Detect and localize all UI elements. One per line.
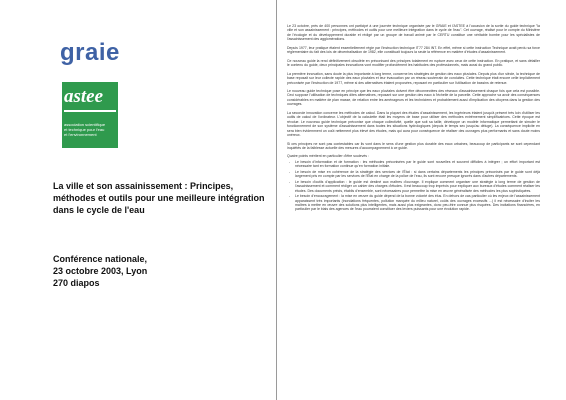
bullet-list: [287, 160, 540, 212]
astee-logo-wordmark: astee: [64, 86, 104, 107]
astee-logo-bar: [64, 110, 116, 112]
conference-line: Conférence nationale,: [53, 254, 148, 264]
list-item: - Le besoin d'outils d'application : le guide est destiné aux maîtres d'ouvrage. Il explique comment organiser une stratégie à long terme de gestion de l'assainissement et comment rédiger un cahier des charges d'études. Il est beaucoup trop imprécis pour expliquer aux bureaux d'études comment réaliser les études. Des documents précis, établis d'ensemble, sont nécessaires pour permettre la mise en œuvre généralisée des méthodes les plus sophistiquées.: [295, 180, 540, 193]
paragraph: Depuis 1977, leur pratique étaient essentiellement régie par l'instruction technique IT77 284 INT. En effet, même si cette instruction Technique avait perdu sa force réglementaire du fait des lois de décentralisation de 1982, elle constituait toujours la seule la référence en matière d'études d'assainissement.: [287, 45, 540, 55]
astee-logo: [62, 82, 118, 148]
paragraph: Le 23 octobre, près de 400 personnes ont participé à une journée technique organisée par le GRAIE et l'ASTEE à l'occasion de la sortie du guide technique "la ville et son assainissement : principes, méthodes et outils pour une meilleure intégration dans le cycle de l'eau". Cet ouvrage, réalisé pour le compte du Ministère de l'écologie et du développement durable et rédigé par un groupe de travail animé par le CERTU constitue une véritable bombe pour les spécialistes de l'assainissement des agglomérations.: [287, 24, 540, 42]
paragraph: La première innovation, sans doute la plus importante à long terme, concerne les stratégies de gestion des eaux pluviales. Depuis plus d'un siècle, la technique de base reposait sur leur collecte rapide des eaux pluviales et leur évacuation par un réseau souterrain de conduites. Cette technique était encore celle implicitement préconisée par l'instruction de 1977, même si des alternatives étaient proposées, reposant en particulier sur l'utilisation de bassins de retenue.: [287, 71, 540, 85]
astee-logo-tagline: association scientifique et technique pour l'eau et l'environnement: [64, 122, 106, 137]
page-divider: [276, 0, 277, 400]
conference-info: [53, 253, 253, 289]
paragraph: Le nouveau guide technique pose en principe que les eaux pluviales doivent être déconnectées des réseaux d'assainissement chaque fois que cela est possible. Ceci suppose l'utilisation de techniques dites alternatives, reposant sur une gestion des eaux à l'échelle de la parcelle. Cette approche va avoir des conséquences considérables en matière de plan masse, de relation entre les aménageurs et les techniciens et probablement aussi d'implication des citoyens dans la gestion des ouvrages.: [287, 88, 540, 107]
paragraph: Quatre points méritent en particulier d'être soulevés :: [287, 154, 369, 159]
body-text-page: [287, 24, 540, 213]
paragraph: Ce nouveau guide la rend définitivement obsolète en préconisant des principes totalement en rupture avec ceux de cette instruction. En pratique, et sans détailler le contenu du guide, deux principales innovations vont modifier profondément les habitudes des professionnels, mais aussi du grand public.: [287, 58, 540, 68]
cover-page: [0, 0, 276, 400]
list-item: - Le besoin de mise en cohérence de la stratégie des services de l'État : si dans certains départements les principes préconisés par le guide sont déjà largement pris en compte par les services de l'État en charge de la police de l'eau, ils sont encore presque ignorés dans d'autres départements.: [295, 170, 540, 179]
list-item: - Le besoin d'information et de formation : les méthodes préconisées par le guide sont nouvelles et souvent difficiles à intégrer ; un effort important est nécessaire tant en formation continue qu'en formation initiale.: [295, 160, 540, 169]
document-title: La ville et son assainissement : Principes, méthodes et outils pour une meilleure intégration dans le cycle de l'eau: [53, 181, 265, 215]
paragraph: Si ces principes ne sont pas contestables car ils vont dans le sens d'une gestion plus durable des eaux urbaines, beaucoup de participants se sont cependant inquiétés de la faiblesse actuelle des mesures d'accompagnement à ce guide.: [287, 141, 540, 150]
paragraph: La seconde innovation concerne les méthodes de calcul. Dans la plupart des études d'assainissement, les ingénieurs étaient jusqu'à présent très loin d'utiliser les outils de calcul de l'ordinateur. L'objectif de la calculette était les moyens de base pour utiliser des méthodes extrêmement simplificatrices. Cette époque est révolue. Le nouveau guide technique préconise que chaque collectivité, quelle que soit sa taille, développe un modèle informatique permettant de simuler le fonctionnement de son système d'assainissement dans toutes les situations hydrologiques (depuis le temps sec jusqu'au déluge). La conséquence implicite en sera bien évidemment un coût nettement plus élevé des études, mais qui aura pour conséquence de réaliser des ouvrages plus performants et sans doute moins onéreux.: [287, 110, 540, 138]
list-item: - Le besoin d'encouragement : la mise en œuvre du guide dépend de la bonne volonté des élus. En dehors de cas particulier où les enjeux de l'assainissement apparaissent très importants (inondations fréquentes, pollution marquée du milieu naturel, coûts des ouvrages excessifs ...) il est nécessaire d'inciter les maîtres à mettre en œuvre des solutions plus intelligentes, mais aussi plus exigeantes, donc peu-être connue plus risquées. Des incitations financières, en particulier par le biais des agences de l'eau pourraient constituer des leviers puissants pour une évolution rapide.: [295, 194, 540, 212]
slide-count: 270 diapos: [53, 278, 100, 288]
graie-logo: graie: [60, 39, 120, 66]
conference-date: 23 octobre 2003, Lyon: [53, 266, 148, 276]
